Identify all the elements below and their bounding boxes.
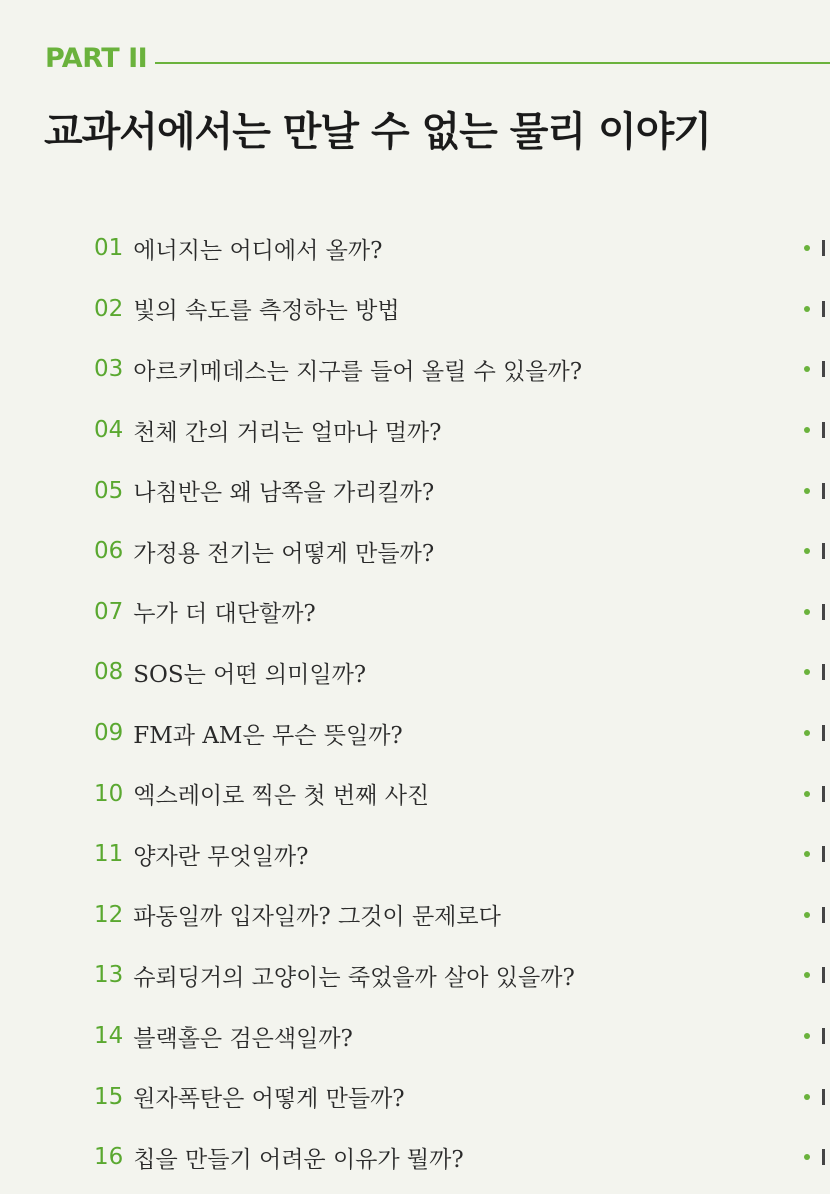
table-of-contents: [94, 218, 830, 1188]
bullet-dot-icon: [804, 791, 810, 797]
toc-item[interactable]: [94, 279, 830, 340]
page-number-fragment: [822, 1028, 830, 1044]
bullet-dot-icon: [804, 366, 810, 372]
page-number-fragment: [822, 967, 830, 983]
toc-item-title: 슈뢰딩거의 고양이는 죽었을까 살아 있을까?: [133, 964, 575, 991]
toc-item-title: 엑스레이로 찍은 첫 번째 사진: [133, 783, 430, 810]
toc-item-title: 칩을 만들기 어려운 이유가 뭘까?: [133, 1146, 464, 1173]
page-number-fragment: [822, 725, 830, 741]
toc-item-number: 14: [94, 1023, 124, 1050]
bullet-dot-icon: [804, 609, 810, 615]
toc-item-number: 13: [94, 962, 124, 989]
part-title: 교과서에서는 만날 수 없는 물리 이야기: [44, 109, 711, 155]
page-number-fragment: [822, 1149, 830, 1165]
toc-item-number: 16: [94, 1144, 124, 1171]
toc-item[interactable]: [94, 824, 830, 885]
part-divider: [155, 62, 830, 64]
bullet-dot-icon: [804, 912, 810, 918]
toc-item-number: 05: [94, 477, 124, 504]
toc-item-title: 에너지는 어디에서 올까?: [133, 237, 383, 264]
part-label: PART II: [45, 42, 148, 74]
toc-item[interactable]: [94, 763, 830, 824]
bullet-dot-icon: [804, 548, 810, 554]
toc-item[interactable]: [94, 460, 830, 521]
toc-item[interactable]: [94, 400, 830, 461]
bullet-dot-icon: [804, 851, 810, 857]
toc-item-number: 09: [94, 720, 124, 747]
toc-item-title: 파동일까 입자일까? 그것이 문제로다: [133, 904, 501, 931]
toc-item[interactable]: [94, 703, 830, 764]
bullet-dot-icon: [804, 488, 810, 494]
toc-item-title: 천체 간의 거리는 얼마나 멀까?: [133, 419, 442, 446]
page-number-fragment: [822, 604, 830, 620]
page-number-fragment: [822, 422, 830, 438]
toc-item-title: 빛의 속도를 측정하는 방법: [133, 298, 400, 325]
toc-item[interactable]: [94, 885, 830, 946]
toc-item[interactable]: [94, 521, 830, 582]
toc-item[interactable]: [94, 339, 830, 400]
toc-item[interactable]: [94, 1127, 830, 1188]
page-number-fragment: [822, 786, 830, 802]
bullet-dot-icon: [804, 427, 810, 433]
toc-item[interactable]: [94, 1066, 830, 1127]
toc-item-number: 15: [94, 1083, 124, 1110]
toc-item-number: 12: [94, 901, 124, 928]
bullet-dot-icon: [804, 972, 810, 978]
page-number-fragment: [822, 664, 830, 680]
page-number-fragment: [822, 846, 830, 862]
page-number-fragment: [822, 1089, 830, 1105]
toc-item-number: 11: [94, 841, 124, 868]
toc-item-title: FM과 AM은 무슨 뜻일까?: [133, 722, 403, 749]
page-number-fragment: [822, 240, 830, 256]
page-number-fragment: [822, 361, 830, 377]
toc-item-title: SOS는 어떤 의미일까?: [133, 661, 367, 688]
toc-item-number: 08: [94, 659, 124, 686]
bullet-dot-icon: [804, 306, 810, 312]
toc-item-title: 아르키메데스는 지구를 들어 올릴 수 있을까?: [133, 358, 583, 385]
bullet-dot-icon: [804, 1033, 810, 1039]
page-number-fragment: [822, 543, 830, 559]
toc-item-title: 양자란 무엇일까?: [133, 843, 309, 870]
bullet-dot-icon: [804, 1094, 810, 1100]
toc-item-number: 07: [94, 598, 124, 625]
toc-item[interactable]: [94, 945, 830, 1006]
toc-item[interactable]: [94, 1006, 830, 1067]
bullet-dot-icon: [804, 669, 810, 675]
page-number-fragment: [822, 301, 830, 317]
part-header: [45, 38, 830, 78]
toc-item[interactable]: [94, 218, 830, 279]
bullet-dot-icon: [804, 730, 810, 736]
bullet-dot-icon: [804, 1154, 810, 1160]
toc-item-title: 가정용 전기는 어떻게 만들까?: [133, 540, 435, 567]
toc-item-number: 03: [94, 356, 124, 383]
bullet-dot-icon: [804, 245, 810, 251]
toc-item-title: 블랙홀은 검은색일까?: [133, 1025, 353, 1052]
toc-item-number: 10: [94, 780, 124, 807]
toc-item-title: 원자폭탄은 어떻게 만들까?: [133, 1086, 405, 1113]
toc-item-number: 01: [94, 235, 124, 262]
toc-item-number: 02: [94, 295, 124, 322]
toc-item-number: 04: [94, 417, 124, 444]
page-number-fragment: [822, 483, 830, 499]
toc-item[interactable]: [94, 642, 830, 703]
page-number-fragment: [822, 907, 830, 923]
toc-item-number: 06: [94, 538, 124, 565]
toc-item[interactable]: [94, 582, 830, 643]
toc-item-title: 나침반은 왜 남쪽을 가리킬까?: [133, 480, 435, 507]
toc-item-title: 누가 더 대단할까?: [133, 601, 316, 628]
